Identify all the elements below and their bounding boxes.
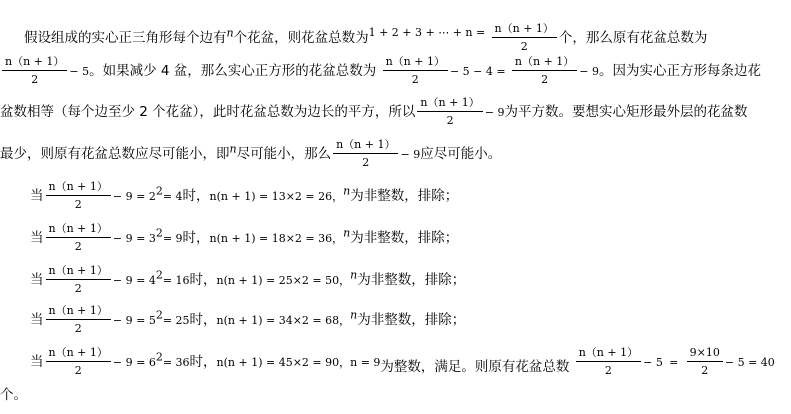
text-p1b: 个花盆，则花盆总数为 [233,30,369,46]
fraction-denominator: 2 [604,364,612,377]
line-final [0,386,27,404]
equals-sign: = [669,356,679,369]
final-result: − 5 = 40 [724,356,775,369]
text-bad: 为非整数，排除； [357,312,466,328]
case-prod: n(n + 1) = 34×2 = 68， [216,314,351,327]
case-line-1 [30,180,458,212]
fraction [2,55,67,87]
text-dang: 当 [30,188,44,204]
var-n: n [343,184,351,198]
fraction-denominator: 2 [520,40,528,53]
minus-9: − 9 [400,148,421,161]
fraction-denominator: 2 [74,364,82,377]
fraction-denominator: 2 [31,73,39,86]
fraction-numerator: n（n + 1） [46,222,111,238]
final-numerator: 9×10 [687,346,723,362]
text-p3b: 为平方数。要想实心矩形最外层的花盆数 [504,104,748,120]
fraction-numerator: n（n + 1） [46,264,111,280]
var-n: n [229,142,237,156]
minus-9: − 9 [484,106,505,119]
fraction [576,346,641,378]
fraction [417,96,482,128]
fraction-denominator: 2 [74,322,82,335]
fraction-numerator: n（n + 1） [512,55,577,71]
case-exp: 2 [155,268,163,282]
text-shi: 时， [189,272,217,288]
line-4 [0,138,501,170]
text-bad: 为非整数，排除； [350,230,459,246]
case-prod: n(n + 1) = 25×2 = 50， [216,274,351,287]
case-val: = 16 [162,274,190,287]
case-exp: 2 [155,308,163,322]
fraction-numerator: n（n + 1） [576,346,641,362]
line-3 [0,96,748,128]
fraction-denominator: 2 [74,240,82,253]
case-prod: n(n + 1) = 45×2 = 90，n = 9 [216,356,381,369]
fraction [46,222,111,254]
final-fraction [687,346,723,378]
fraction-numerator: n（n + 1） [333,138,398,154]
fraction [46,264,111,296]
fraction [46,304,111,336]
case-exp: 2 [155,226,163,240]
case-exp: 2 [155,184,163,198]
fraction-denominator: 2 [362,156,370,169]
fraction-denominator: 2 [446,114,454,127]
text-p1a: 假设组成的实心正三角形每个边有 [24,30,227,46]
fraction-denominator: 2 [411,73,419,86]
fraction [46,180,111,212]
fraction [492,22,557,54]
case-line-2 [30,222,458,254]
minus-9: − 9 [579,65,600,78]
case-line-3 [30,264,465,296]
fraction-numerator: n（n + 1） [383,55,448,71]
line-1 [24,22,707,54]
text-shi: 时， [189,354,217,370]
var-n: n [226,26,234,40]
case-prod: n(n + 1) = 18×2 = 36， [209,232,344,245]
fraction-numerator: n（n + 1） [417,96,482,112]
text-shi: 时， [189,312,217,328]
fraction-numerator: n（n + 1） [46,180,111,196]
minus-5: − 5 [643,356,663,369]
case-line-5 [30,346,775,378]
var-n: n [350,308,358,322]
case-val: = 36 [162,356,190,369]
text-dang: 当 [30,354,44,370]
case-eq: − 9 = 6 [112,356,156,369]
line-2 [0,55,761,87]
text-dang: 当 [30,312,44,328]
case-eq: − 9 = 3 [112,232,156,245]
text-dang: 当 [30,272,44,288]
text-p4c: 应尽可能小。 [420,146,502,162]
var-n: n [343,226,351,240]
case-eq: − 9 = 5 [112,314,156,327]
var-n: n [350,268,358,282]
text-p3a: 盆数相等（每个边至少 2 个花盆），此时花盆总数为边长的平方，所以 [0,104,416,120]
text-p1c: 个，那么原有花盆总数为 [558,30,708,46]
fraction-numerator: n（n + 1） [2,55,67,71]
text-bad: 为非整数，排除； [357,272,466,288]
case-val: = 9 [162,232,183,245]
text-p4b: 尽可能小，那么 [236,146,332,162]
text-ge: 个。 [0,387,27,403]
fraction-numerator: n（n + 1） [46,346,111,362]
text-good: 为整数，满足。则原有花盆总数 [380,359,570,375]
text-dang: 当 [30,230,44,246]
minus-5-4: − 5 − 4 = [449,65,506,78]
fraction [512,55,577,87]
text-shi: 时， [182,230,210,246]
text-bad: 为非整数，排除； [350,188,459,204]
text-shi: 时， [182,188,210,204]
fraction [46,346,111,378]
text-p4a: 最少，则原有花盆总数应尽可能小，即 [0,146,230,162]
text-p2b: 。因为实心正方形每条边花 [599,63,762,79]
fraction-denominator: 2 [74,198,82,211]
case-eq: − 9 = 4 [112,274,156,287]
case-exp: 2 [155,350,163,364]
fraction-numerator: n（n + 1） [492,22,557,38]
fraction [333,138,398,170]
fraction-denominator: 2 [541,73,549,86]
case-val: = 25 [162,314,190,327]
case-line-4 [30,304,465,336]
fraction-numerator: n（n + 1） [46,304,111,320]
minus-5: − 5 [69,65,90,78]
text-p2a: 。如果减少 4 盆，那么实心正方形的花盆总数为 [89,63,377,79]
case-eq: − 9 = 2 [112,190,156,203]
fraction-denominator: 2 [74,282,82,295]
case-val: = 4 [162,190,183,203]
sum-expr: 1 + 2 + 3 + ⋯ + n = [368,26,486,39]
fraction [383,55,448,87]
final-denominator: 2 [701,364,709,377]
case-prod: n(n + 1) = 13×2 = 26， [209,190,344,203]
